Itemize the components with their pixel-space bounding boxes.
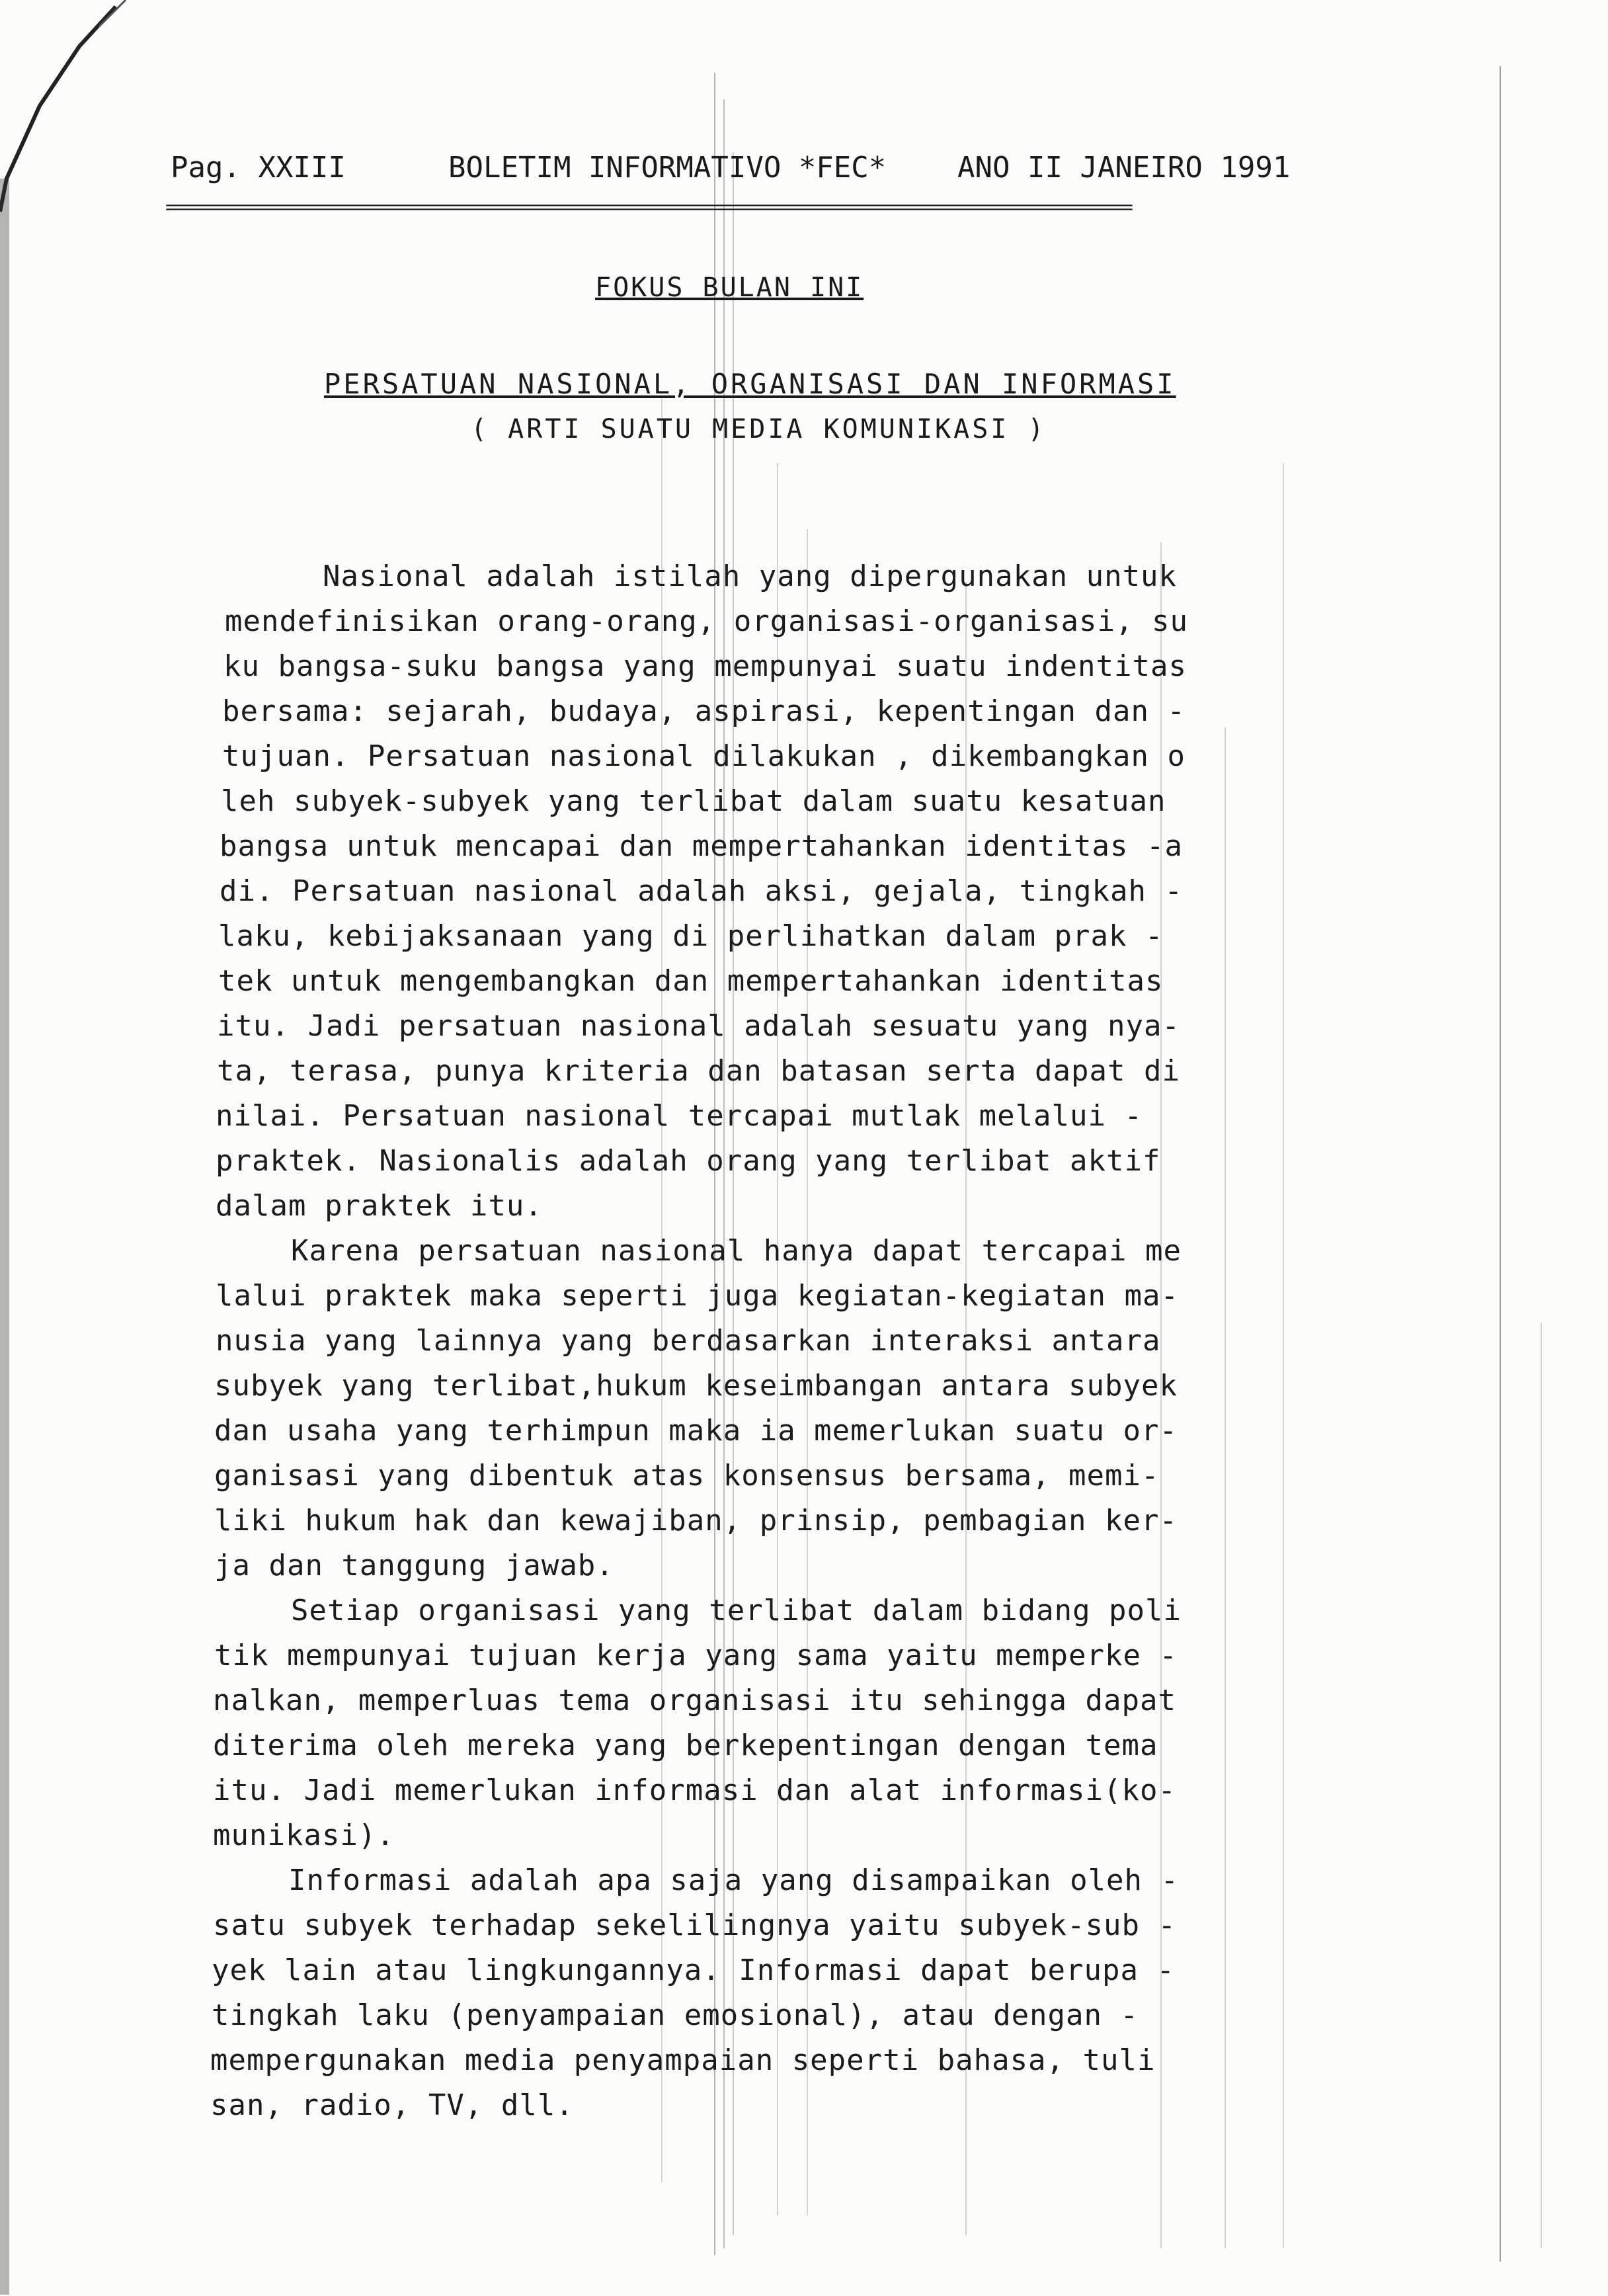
- body-line: laku, kebijaksanaan yang di perlihatkan dalam prak -: [218, 919, 1164, 953]
- body-line: nalkan, memperluas tema organisasi itu sehingga dapat: [213, 1684, 1176, 1717]
- body-line: ganisasi yang dibentuk atas konsensus bersama, memi-: [214, 1459, 1160, 1493]
- publication-name: BOLETIM INFORMATIVO *FEC*: [448, 151, 887, 184]
- body-line: subyek yang terlibat,hukum keseimbangan antara subyek: [214, 1369, 1178, 1403]
- body-line: lalui praktek maka seperti juga kegiatan-kegiatan ma-: [216, 1279, 1179, 1313]
- body-line: nilai. Persatuan nasional tercapai mutlak melalui -: [216, 1099, 1143, 1133]
- body-line: bangsa untuk mencapai dan mempertahankan identitas -a: [220, 829, 1183, 863]
- body-line: liki hukum hak dan kewajiban, prinsip, pembagian ker-: [214, 1504, 1178, 1538]
- body-line: san, radio, TV, dll.: [210, 2088, 574, 2122]
- header-double-rule: =================================================================================================: [165, 196, 1131, 219]
- body-line: satu subyek terhadap sekelilingnya yaitu subyek-sub -: [213, 1908, 1176, 1942]
- article-title: PERSATUAN NASIONAL, ORGANISASI DAN INFORMASI: [324, 368, 1176, 400]
- body-line: di. Persatuan nasional adalah aksi, gejala, tingkah -: [220, 874, 1183, 908]
- body-line: leh subyek-subyek yang terlibat dalam suatu kesatuan: [221, 784, 1166, 818]
- body-line: Nasional adalah istilah yang dipergunakan untuk: [323, 559, 1178, 593]
- scan-streak: [1500, 66, 1501, 2262]
- body-line: ja dan tanggung jawab.: [214, 1549, 614, 1582]
- scan-edge-mark: [0, 0, 132, 218]
- body-line: praktek. Nasionalis adalah orang yang terlibat aktif: [216, 1144, 1161, 1178]
- body-line: dan usaha yang terhimpun maka ia memerlukan suatu or-: [214, 1414, 1178, 1448]
- scan-streak: [1225, 727, 1226, 2248]
- left-edge-dark-bar: [0, 179, 9, 2295]
- scan-streak: [1283, 463, 1284, 2248]
- body-line: Informasi adalah apa saja yang disampaikan oleh -: [288, 1864, 1180, 1897]
- body-line: itu. Jadi persatuan nasional adalah sesuatu yang nya-: [217, 1009, 1180, 1043]
- body-line: dalam praktek itu.: [216, 1189, 543, 1223]
- body-line: Karena persatuan nasional hanya dapat tercapai me: [291, 1234, 1182, 1268]
- section-title: FOKUS BULAN INI: [595, 272, 864, 303]
- body-line: ku bangsa-suku bangsa yang mempunyai suatu indentitas: [223, 649, 1187, 683]
- page-number: Pag. XXIII: [171, 151, 346, 184]
- body-line: mempergunakan media penyampaian seperti bahasa, tuli: [210, 2043, 1156, 2077]
- body-line: tujuan. Persatuan nasional dilakukan , dikembangkan o: [222, 739, 1186, 773]
- body-line: tingkah laku (penyampaian emosional), atau dengan -: [212, 1998, 1139, 2032]
- body-line: tik mempunyai tujuan kerja yang sama yaitu memperke -: [214, 1639, 1178, 1672]
- body-line: bersama: sejarah, budaya, aspirasi, kepentingan dan -: [222, 694, 1186, 728]
- scan-streak: [1541, 1323, 1542, 2248]
- body-line: tek untuk mengembangkan dan mempertahankan identitas: [218, 964, 1164, 998]
- body-line: ta, terasa, punya kriteria dan batasan serta dapat di: [217, 1054, 1180, 1088]
- body-line: mendefinisikan orang-orang, organisasi-organisasi, su: [225, 604, 1188, 638]
- issue-date: ANO II JANEIRO 1991: [957, 151, 1291, 184]
- body-line: nusia yang lainnya yang berdasarkan interaksi antara: [216, 1324, 1161, 1358]
- body-line: yek lain atau lingkungannya. Informasi dapat berupa -: [212, 1953, 1175, 1987]
- body-line: Setiap organisasi yang terlibat dalam bidang poli: [291, 1594, 1182, 1627]
- body-line: munikasi).: [213, 1819, 395, 1852]
- article-subtitle: ( ARTI SUATU MEDIA KOMUNIKASI ): [471, 414, 1047, 444]
- body-line: diterima oleh mereka yang berkepentingan dengan tema: [213, 1729, 1158, 1762]
- body-line: itu. Jadi memerlukan informasi dan alat informasi(ko-: [213, 1774, 1176, 1807]
